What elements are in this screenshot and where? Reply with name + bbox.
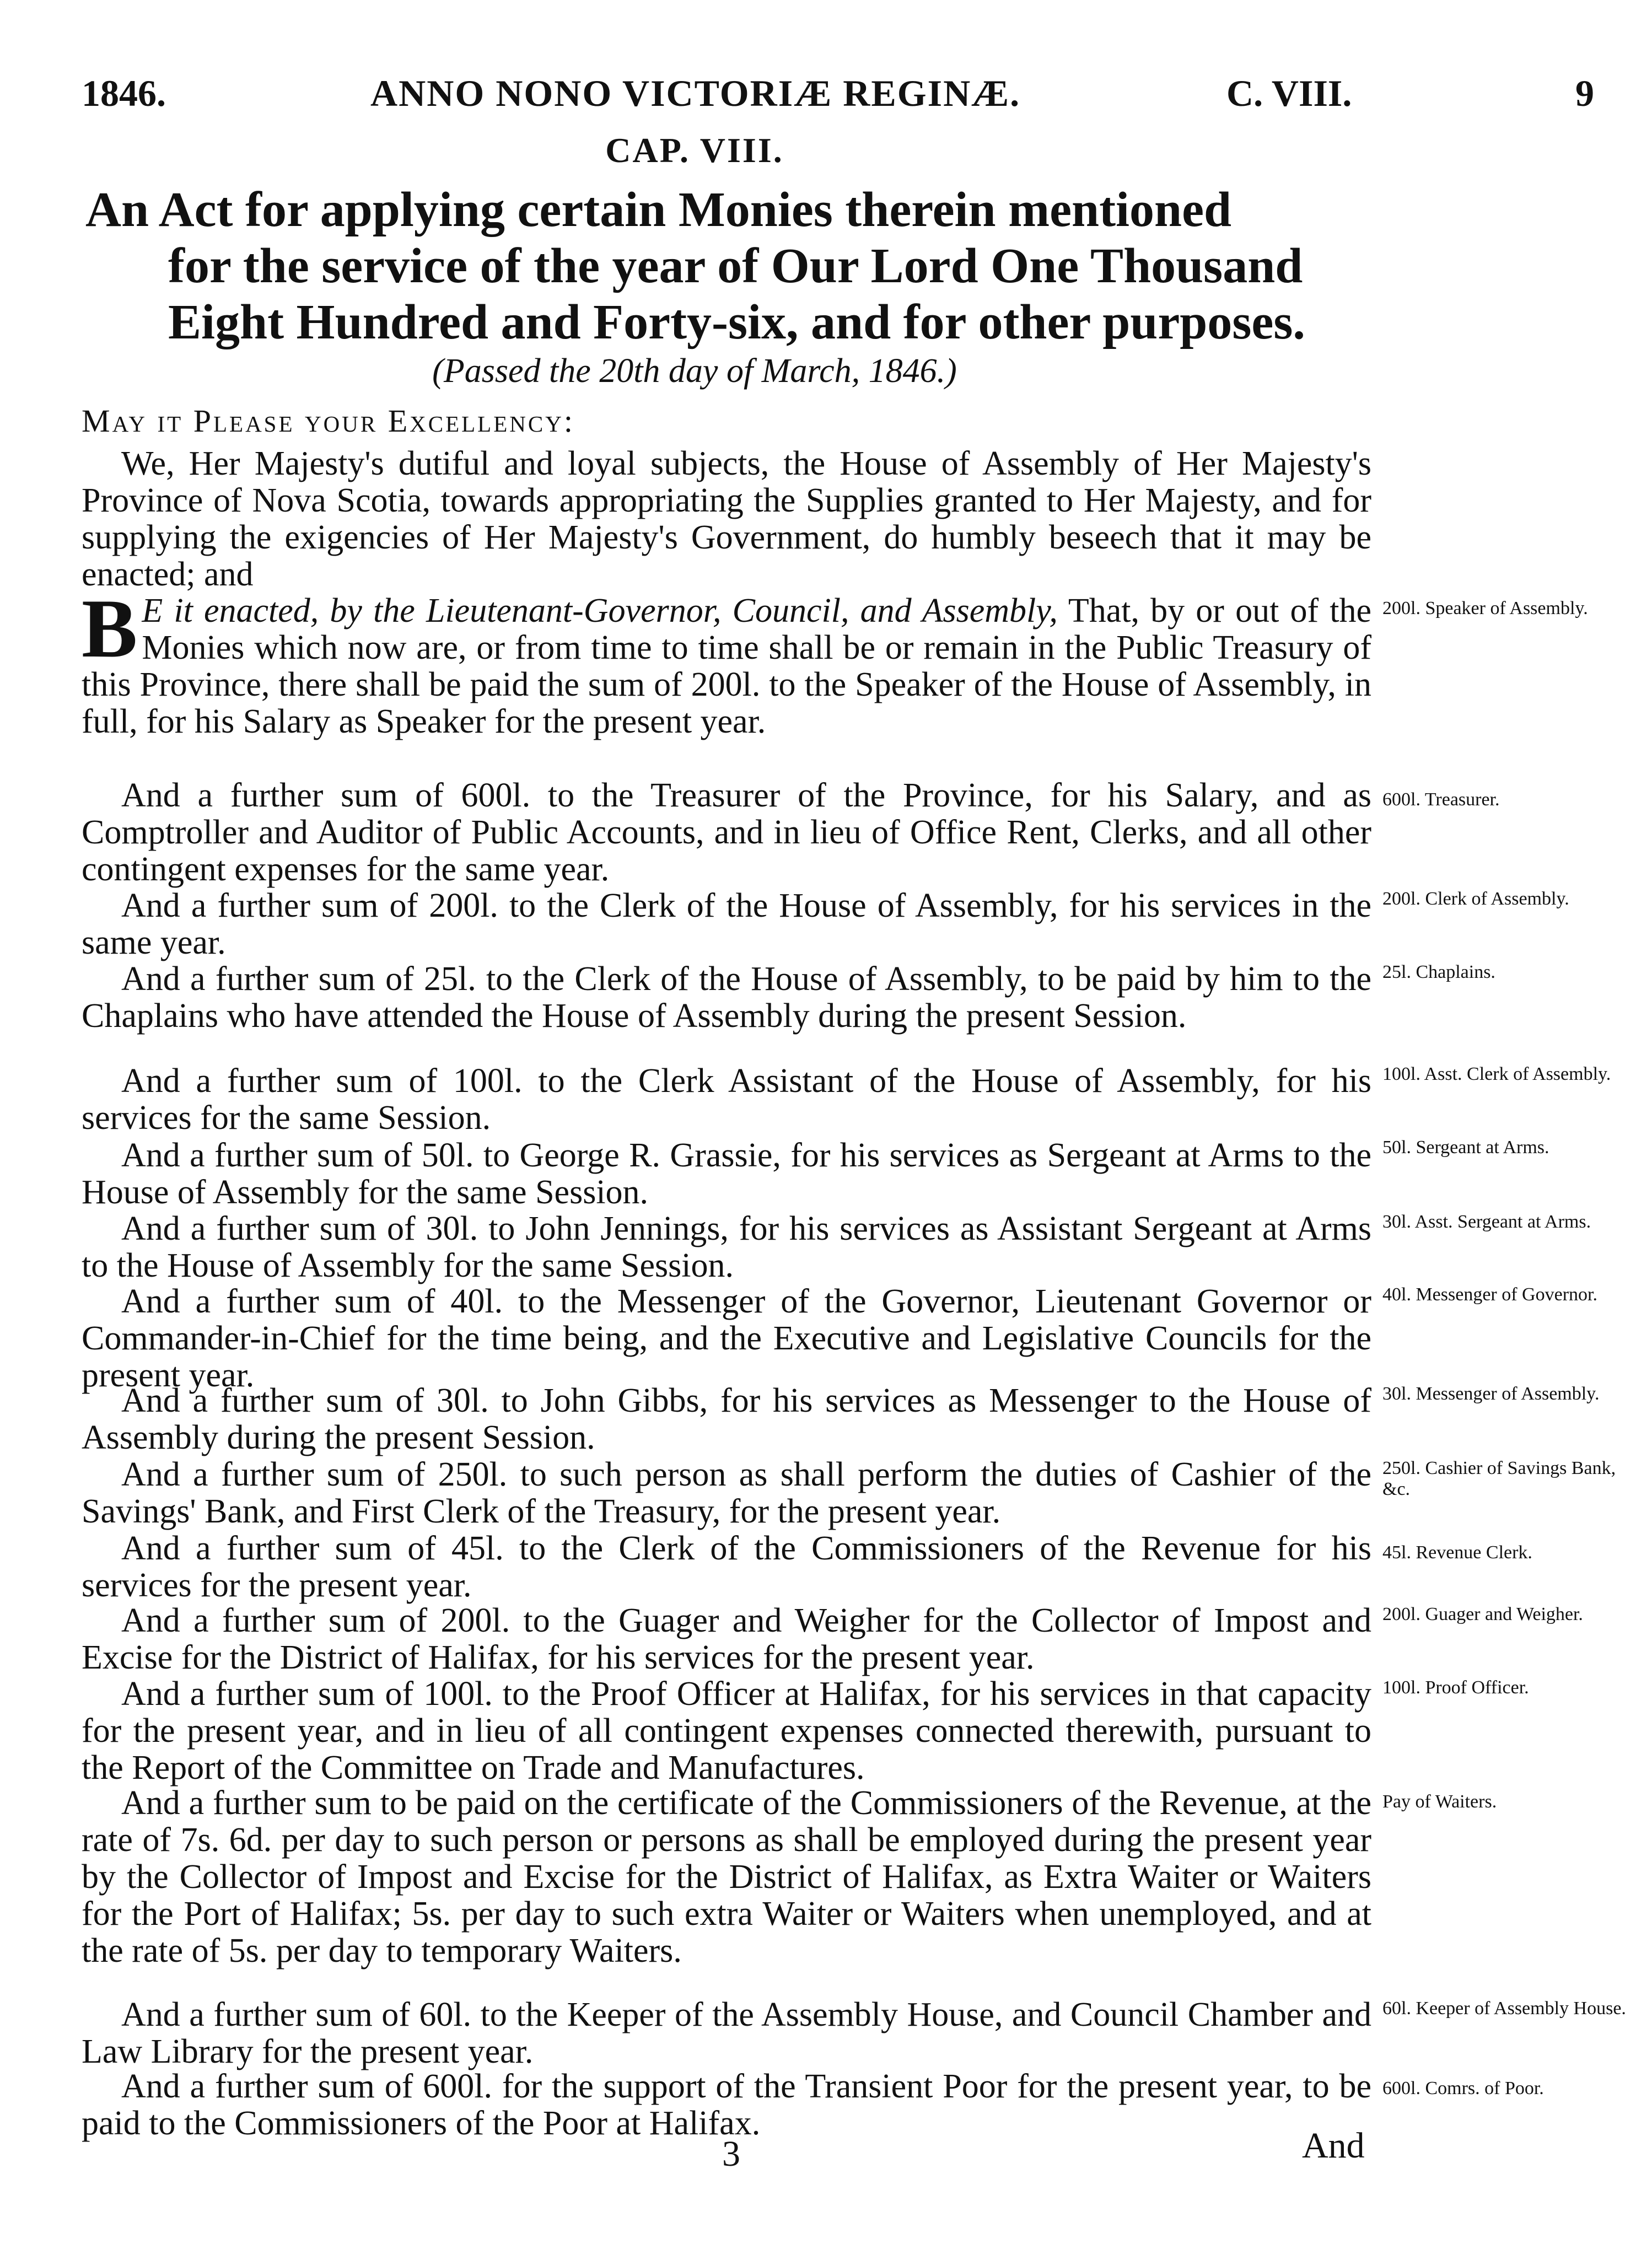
page-number: 9 (1575, 72, 1594, 114)
appropriation-paragraph (82, 961, 1371, 1035)
paragraph-text: And a further sum of 60l. to the Keeper of the Assembly House, and Council Chamber and Law Library for the present year. (82, 1996, 1371, 2070)
act-title (85, 182, 1392, 351)
margin-note: 40l. Messenger of Governor. (1382, 1284, 1597, 1305)
paragraph-text: And a further sum of 200l. to the Guager and Weigher for the Collector of Impost and Excise for the District of Halifax, for his services for the present year. (82, 1602, 1371, 1676)
paragraph-text: And a further sum of 30l. to John Jennings, for his services as Assistant Sergeant at Arms to the House of Assembly for the same Session. (82, 1210, 1371, 1284)
preamble-paragraph (82, 445, 1371, 593)
margin-note: 200l. Clerk of Assembly. (1382, 889, 1569, 909)
passed-date: (Passed the 20th day of March, 1846.) (432, 352, 957, 390)
appropriation-paragraph (82, 1382, 1371, 1456)
margin-note: 250l. Cashier of Savings Bank, &c. (1382, 1458, 1616, 1499)
address-line: May it Please your Excellency: (82, 403, 575, 439)
paragraph-text: And a further sum of 200l. to the Clerk of the House of Assembly, for his services in the same year. (82, 887, 1371, 961)
appropriation-paragraph (82, 2068, 1371, 2142)
appropriation-paragraph (82, 1997, 1371, 2070)
appropriation-paragraph (82, 1283, 1371, 1394)
appropriation-paragraph (82, 887, 1371, 961)
appropriation-paragraph (82, 1676, 1371, 1787)
appropriation-paragraph (82, 1602, 1371, 1676)
enacting-formula: E it enacted, by the Lieutenant-Governor, Council, and Assembly, (142, 592, 1058, 629)
paragraph-text: And a further sum of 250l. to such person as shall perform the duties of Cashier of the Savings' Bank, and First Clerk of the Treasury, for the present year. (82, 1456, 1371, 1530)
paragraph-text: And a further sum of 30l. to John Gibbs, for his services as Messenger to the House of Assembly during the present Session. (82, 1382, 1371, 1456)
running-header-chapter: C. VIII. (1226, 72, 1352, 114)
enacting-text: That, by or out of the Monies which now are, or from time to time shall be or remain in the Public Treasury of this Province, there shall be paid the sum of 200l. to the Speaker of the House of Assembly, in full, for his Salary as Speaker for the present year. (82, 592, 1371, 740)
appropriation-paragraph (82, 1137, 1371, 1211)
margin-note: 600l. Treasurer. (1382, 789, 1500, 810)
margin-note: 50l. Sergeant at Arms. (1382, 1137, 1549, 1158)
chapter-heading: CAP. VIII. (605, 131, 784, 170)
enacting-paragraph (82, 582, 1371, 740)
margin-note: 600l. Comrs. of Poor. (1382, 2078, 1544, 2098)
margin-note: 200l. Speaker of Assembly. (1382, 598, 1588, 618)
margin-note: 200l. Guager and Weigher. (1382, 1604, 1583, 1624)
margin-note: 60l. Keeper of Assembly House. (1382, 1998, 1626, 2019)
margin-note: 100l. Proof Officer. (1382, 1677, 1529, 1698)
paragraph-text: And a further sum of 600l. to the Treasurer of the Province, for his Salary, and as Comptroller and Auditor of Public Accounts, and in lieu of Office Rent, Clerks, and all other contingent expenses for the same year. (82, 777, 1371, 888)
appropriation-paragraph (82, 777, 1371, 888)
paragraph-text: And a further sum of 100l. to the Clerk Assistant of the House of Assembly, for his services for the same Session. (82, 1062, 1371, 1137)
drop-cap: B (82, 582, 138, 675)
act-title-line: Eight Hundred and Forty-six, and for other purposes. (168, 295, 1305, 349)
running-header-year: 1846. (82, 72, 166, 114)
paragraph-text: And a further sum to be paid on the certificate of the Commissioners of the Revenue, at the rate of 7s. 6d. per day to such person or persons as shall be employed during the present year by the Collector of Impost and Excise for the District of Halifax, as Extra Waiter or Waiters for the Port of Halifax; 5s. per day to such extra Waiter or Waiters when unemployed, and at the rate of 5s. per day to temporary Waiters. (82, 1784, 1371, 1970)
running-header-title: ANNO NONO VICTORIÆ REGINÆ. (370, 72, 1021, 114)
act-title-line: An Act for applying certain Monies therein mentioned (85, 182, 1232, 237)
catchword: And (1302, 2126, 1365, 2166)
preamble-text: We, Her Majesty's dutiful and loyal subjects, the House of Assembly of Her Majesty's Province of Nova Scotia, towards appropriating the Supplies granted to Her Majesty, and for supplying the exigencies of Her Majesty's Government, do humbly beseech that it may be enacted; and (82, 445, 1371, 593)
appropriation-paragraph (82, 1063, 1371, 1137)
appropriation-paragraph (82, 1456, 1371, 1530)
appropriation-paragraph (82, 1210, 1371, 1284)
margin-note: 30l. Messenger of Assembly. (1382, 1384, 1600, 1404)
paragraph-text: And a further sum of 40l. to the Messenger of the Governor, Lieutenant Governor or Commander-in-Chief for the time being, and the Executive and Legislative Councils for the present year. (82, 1283, 1371, 1394)
paragraph-text: And a further sum of 25l. to the Clerk of the House of Assembly, to be paid by him to the Chaplains who have attended the House of Assembly during the present Session. (82, 960, 1371, 1035)
margin-note: Pay of Waiters. (1382, 1791, 1497, 1812)
paragraph-text: And a further sum of 50l. to George R. Grassie, for his services as Sergeant at Arms to the House of Assembly for the same Session. (82, 1137, 1371, 1211)
appropriation-paragraph (82, 1530, 1371, 1604)
paragraph-text: And a further sum of 100l. to the Proof Officer at Halifax, for his services in that capacity for the present year, and in lieu of all contingent expenses connected therewith, pursuant to the Report of the Committee on Trade and Manufactures. (82, 1675, 1371, 1787)
signature-mark: 3 (722, 2134, 740, 2174)
paragraph-text: And a further sum of 600l. for the support of the Transient Poor for the present year, to be paid to the Commissioners of the Poor at Halifax. (82, 2068, 1371, 2142)
paragraph-text: And a further sum of 45l. to the Clerk of the Commissioners of the Revenue for his services for the present year. (82, 1530, 1371, 1604)
act-title-line: for the service of the year of Our Lord One Thousand (168, 239, 1303, 293)
margin-note: 30l. Asst. Sergeant at Arms. (1382, 1212, 1591, 1232)
margin-note: 25l. Chaplains. (1382, 962, 1495, 982)
margin-note: 100l. Asst. Clerk of Assembly. (1382, 1064, 1611, 1084)
margin-note: 45l. Revenue Clerk. (1382, 1542, 1532, 1563)
appropriation-paragraph (82, 1785, 1371, 1970)
